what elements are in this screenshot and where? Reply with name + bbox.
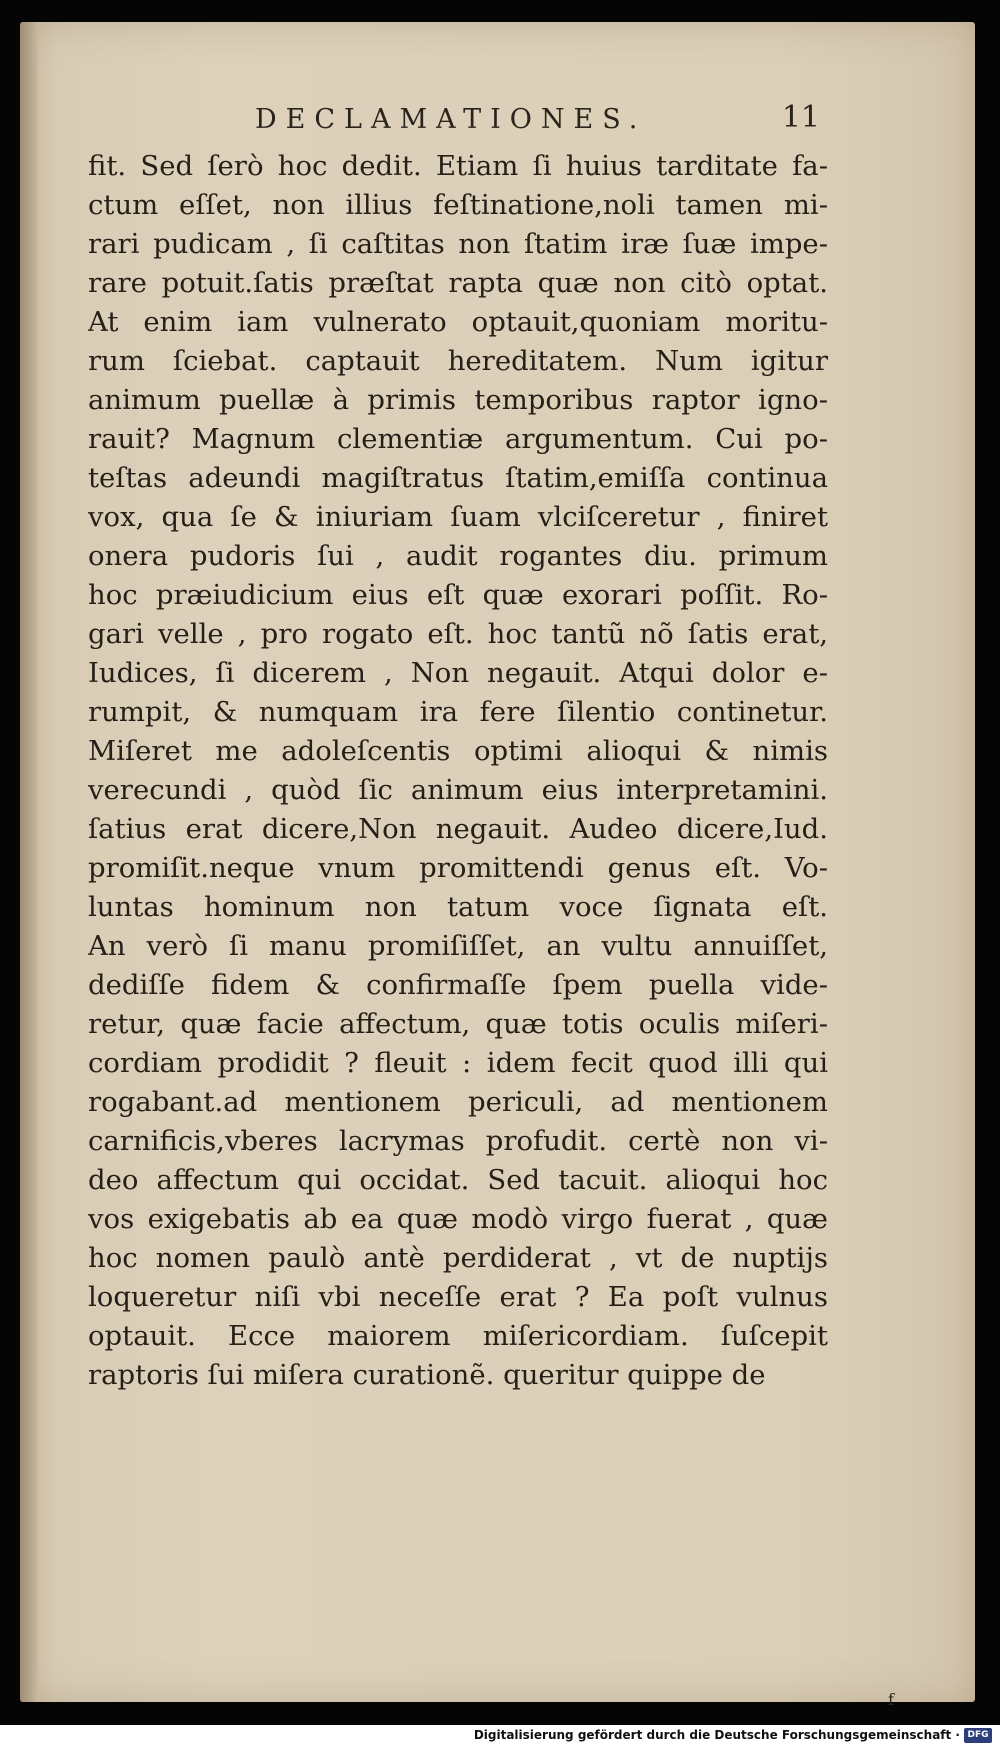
text-line: verecundi , quòd ſic animum eius interpretamini. bbox=[88, 774, 828, 806]
text-line: ſatius erat dicere,Non negauit. Audeo dicere,Iud. bbox=[88, 813, 828, 845]
text-line: Iudices, ſi dicerem , Non negauit. Atqui dolor e- bbox=[88, 657, 828, 689]
text-line: luntas hominum non tatum voce ſignata eſt. bbox=[88, 891, 828, 923]
text-line: loqueretur niſi vbi neceſſe erat ? Ea poſt vulnus bbox=[88, 1281, 828, 1313]
text-line: optauit. Ecce maiorem miſericordiam. ſuſcepit bbox=[88, 1320, 828, 1352]
text-line: ctum eſſet, non illius feſtinatione,noli tamen mi- bbox=[88, 189, 828, 221]
book-page bbox=[20, 22, 975, 1709]
text-line: gari velle , pro rogato eſt. hoc tantũ nõ ſatis erat, bbox=[88, 618, 828, 650]
text-line: rauit? Magnum clementiæ argumentum. Cui po- bbox=[88, 423, 828, 455]
footer-bar bbox=[0, 1725, 1000, 1747]
text-line: Miſeret me adoleſcentis optimi alioqui & nimis bbox=[88, 735, 828, 767]
text-line: carnificis,vberes lacrymas profudit. certè non vi- bbox=[88, 1125, 828, 1157]
text-line: fit. Sed ſerò hoc dedit. Etiam ſi huius tarditate fa- bbox=[88, 150, 828, 182]
text-line: raptoris ſui miſera curationẽ. queritur quippe de bbox=[88, 1359, 766, 1391]
page-header bbox=[80, 94, 820, 144]
text-line: rari pudicam , ſi caſtitas non ſtatim iræ ſuæ impe- bbox=[88, 228, 828, 260]
text-line: deo affectum qui occidat. Sed tacuit. alioqui hoc bbox=[88, 1164, 828, 1196]
text-line: An verò ſi manu promiſiſſet, an vultu annuiſſet, bbox=[88, 930, 828, 962]
text-line: rare potuit.ſatis præſtat rapta quæ non citò optat. bbox=[88, 267, 828, 299]
dfg-logo-icon: DFG bbox=[964, 1728, 992, 1743]
text-block bbox=[88, 147, 828, 1395]
text-line: vos exigebatis ab ea quæ modò virgo fuerat , quæ bbox=[88, 1203, 828, 1235]
digitization-credit: Digitalisierung gefördert durch die Deutsche Forschungsgemeinschaft · bbox=[473, 1728, 960, 1742]
text-line: onera pudoris ſui , audit rogantes diu. primum bbox=[88, 540, 828, 572]
folio-number: 11 bbox=[781, 100, 820, 135]
catchmark: f bbox=[888, 1690, 894, 1709]
text-line: At enim iam vulnerato optauit,quoniam moritu- bbox=[88, 306, 828, 338]
text-line: hoc præiudicium eius eſt quæ exorari poſſit. Ro- bbox=[88, 579, 828, 611]
text-line: vox, qua ſe & iniuriam ſuam vlciſceretur , finiret bbox=[88, 501, 828, 533]
page-edge bbox=[20, 22, 38, 1702]
running-title: DECLAMATIONES. bbox=[255, 104, 647, 135]
text-line: teſtas adeundi magiſtratus ſtatim,emiſſa continua bbox=[88, 462, 828, 494]
text-line: hoc nomen paulò antè perdiderat , vt de nuptijs bbox=[88, 1242, 828, 1274]
text-line: promiſit.neque vnum promittendi genus eſt. Vo- bbox=[88, 852, 828, 884]
text-line: rum ſciebat. captauit hereditatem. Num igitur bbox=[88, 345, 828, 377]
text-line: cordiam prodidit ? fleuit : idem fecit quod illi qui bbox=[88, 1047, 828, 1079]
text-line: rumpit, & numquam ira fere ſilentio continetur. bbox=[88, 696, 828, 728]
text-line: dediſſe fidem & confirmaſſe ſpem puella vide- bbox=[88, 969, 828, 1001]
text-line: rogabant.ad mentionem periculi, ad mentionem bbox=[88, 1086, 828, 1118]
text-line: animum puellæ à primis temporibus raptor igno- bbox=[88, 384, 828, 416]
text-line: retur, quæ facie affectum, quæ totis oculis miſeri- bbox=[88, 1008, 828, 1040]
